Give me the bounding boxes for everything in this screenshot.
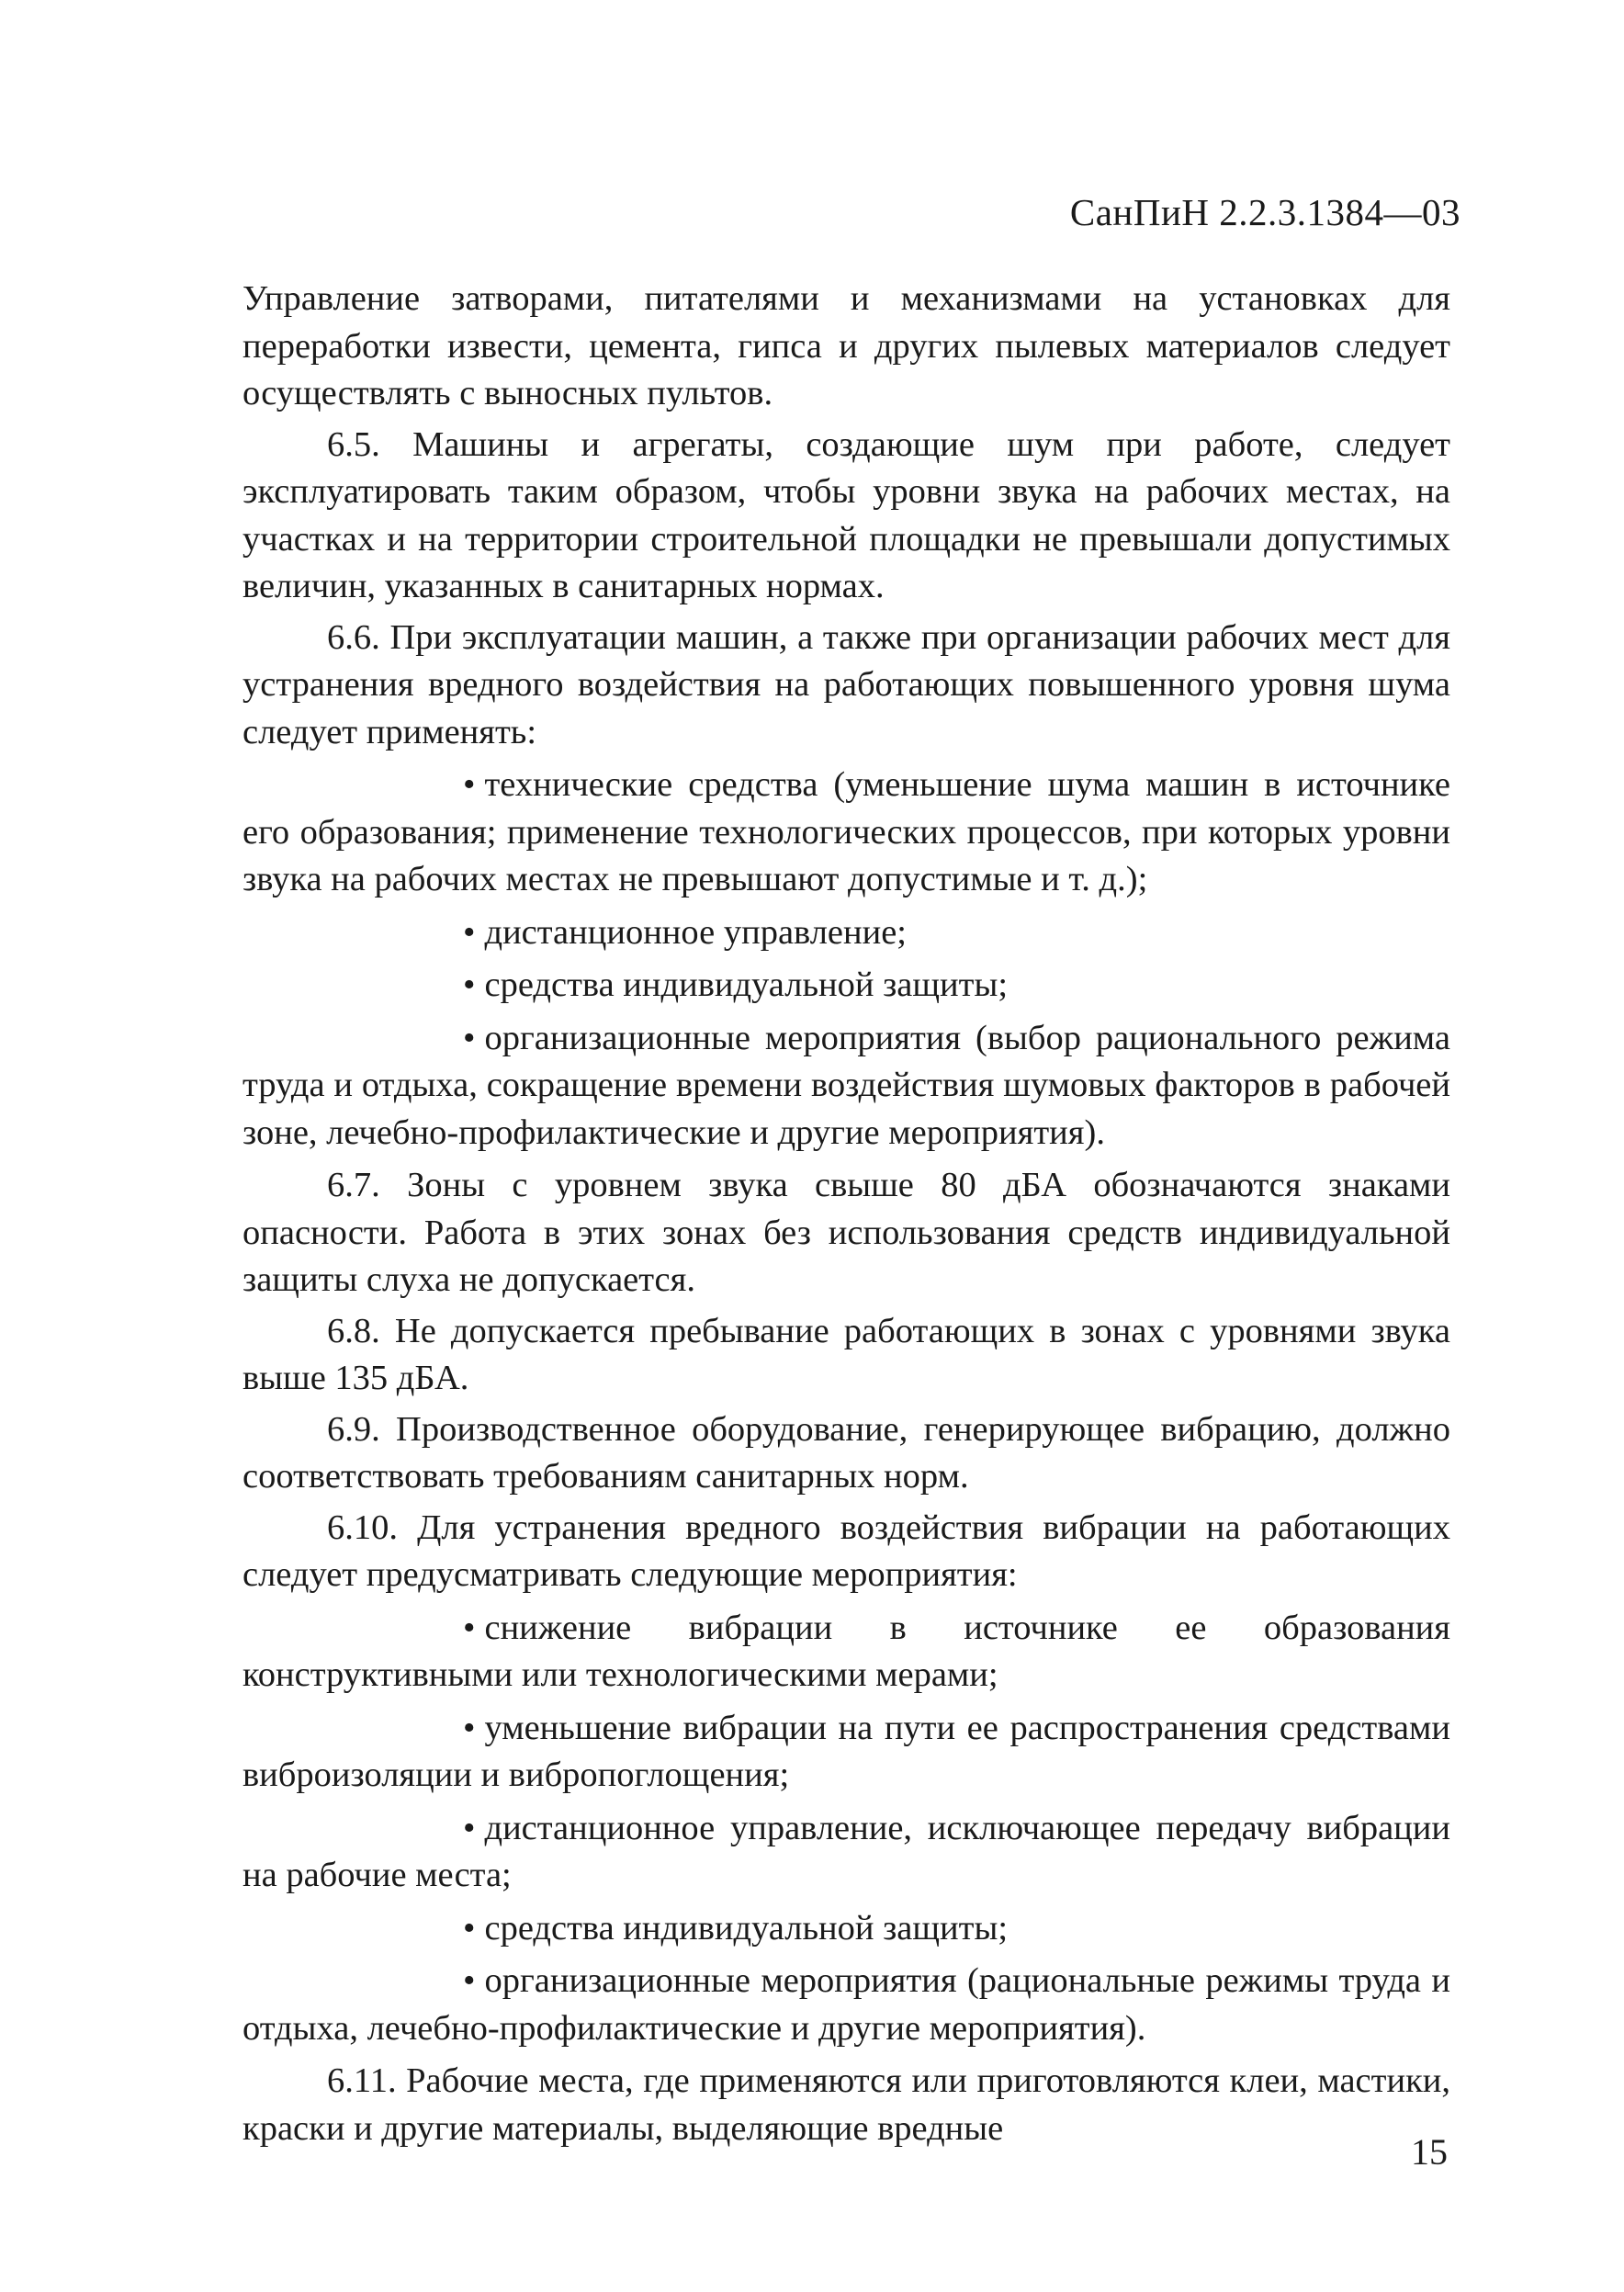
paragraph-text: 6.5. Машины и агрегаты, создающие шум при работе, следует эксплуатировать таким образом, чтобы уровни звука на рабочих местах, на участках и на территории строительной площадки не превышали допустимых величин, указанных в санитарных нормах. xyxy=(242,424,1450,605)
bullet-icon: • xyxy=(463,765,476,804)
paragraph-text: дистанционное управление; xyxy=(484,912,908,952)
paragraph xyxy=(242,422,1450,611)
paragraph xyxy=(242,2058,1450,2152)
bullet-item xyxy=(242,1805,1450,1900)
paragraph-text: 6.6. При эксплуатации машин, а также при организации рабочих мест для устранения вредного воздействия на работающих повышенного уровня шума следует применять: xyxy=(242,617,1450,751)
bullet-icon: • xyxy=(463,1961,476,2000)
bullet-icon: • xyxy=(463,1018,476,1057)
page-number: 15 xyxy=(1411,2131,1448,2173)
paragraph-text: Управление затворами, питателями и механизмами на установках для переработки извести, цемента, гипса и других пылевых материалов следует осуществлять с выносных пультов. xyxy=(242,279,1450,412)
paragraph-continuation xyxy=(242,276,1450,418)
paragraph-text: средства индивидуальной защиты; xyxy=(484,965,1009,1004)
paragraph-text: 6.7. Зоны с уровнем звука свыше 80 дБА обозначаются знаками опасности. Работа в этих зонах без использования средств индивидуальной защиты слуха не допускается. xyxy=(242,1166,1450,1299)
paragraph-text: организационные мероприятия (рациональные режимы труда и отдыха, лечебно-профилактические и другие мероприятия). xyxy=(242,1961,1450,2048)
paragraph-text: 6.8. Не допускается пребывание работающих в зонах с уровнями звука выше 135 дБА. xyxy=(242,1311,1450,1397)
bullet-item xyxy=(242,1905,1450,1953)
bullet-item xyxy=(242,1605,1450,1699)
paragraph-text: организационные мероприятия (выбор рационального режима труда и отдыха, сокращение времени воздействия шумовых факторов в рабочей зоне, лечебно-профилактические и другие мероприятия). xyxy=(242,1018,1450,1152)
paragraph xyxy=(242,615,1450,757)
body-text xyxy=(242,276,1450,2152)
bullet-icon: • xyxy=(463,1808,476,1847)
bullet-icon: • xyxy=(463,1708,476,1747)
bullet-item xyxy=(242,962,1450,1010)
paragraph xyxy=(242,1308,1450,1403)
bullet-icon: • xyxy=(463,1608,476,1647)
paragraph-text: 6.9. Производственное оборудование, генерирующее вибрацию, должно соответствовать требованиям санитарных норм. xyxy=(242,1409,1450,1496)
bullet-item xyxy=(242,1705,1450,1800)
paragraph-text: 6.10. Для устранения вредного воздействия вибрации на работающих следует предусматривать следующие мероприятия: xyxy=(242,1507,1450,1594)
paragraph-text: средства индивидуальной защиты; xyxy=(484,1908,1009,1948)
bullet-item xyxy=(242,1958,1450,2052)
bullet-icon: • xyxy=(463,1908,476,1948)
bullet-item xyxy=(242,1015,1450,1157)
paragraph-text: уменьшение вибрации на пути ее распространения средствами виброизоляции и вибропоглощения; xyxy=(242,1708,1450,1794)
bullet-icon: • xyxy=(463,965,476,1004)
document-code-header: СанПиН 2.2.3.1384—03 xyxy=(1069,191,1460,233)
paragraph-text: дистанционное управление, исключающее передачу вибрации на рабочие места; xyxy=(242,1808,1450,1894)
paragraph-text: 6.11. Рабочие места, где применяются или приготовляются клеи, мастики, краски и другие материалы, выделяющие вредные xyxy=(242,2061,1450,2148)
bullet-icon: • xyxy=(463,912,476,952)
paragraph xyxy=(242,1406,1450,1501)
paragraph-text: снижение вибрации в источнике ее образования конструктивными или технологическими мерами; xyxy=(242,1608,1450,1694)
paragraph xyxy=(242,1505,1450,1599)
paragraph xyxy=(242,1162,1450,1304)
bullet-item xyxy=(242,909,1450,957)
paragraph-text: технические средства (уменьшение шума машин в источнике его образования; применение технологических процессов, при которых уровни звука на рабочих местах не превышают допустимые и т. д.); xyxy=(242,765,1450,898)
bullet-item xyxy=(242,762,1450,904)
